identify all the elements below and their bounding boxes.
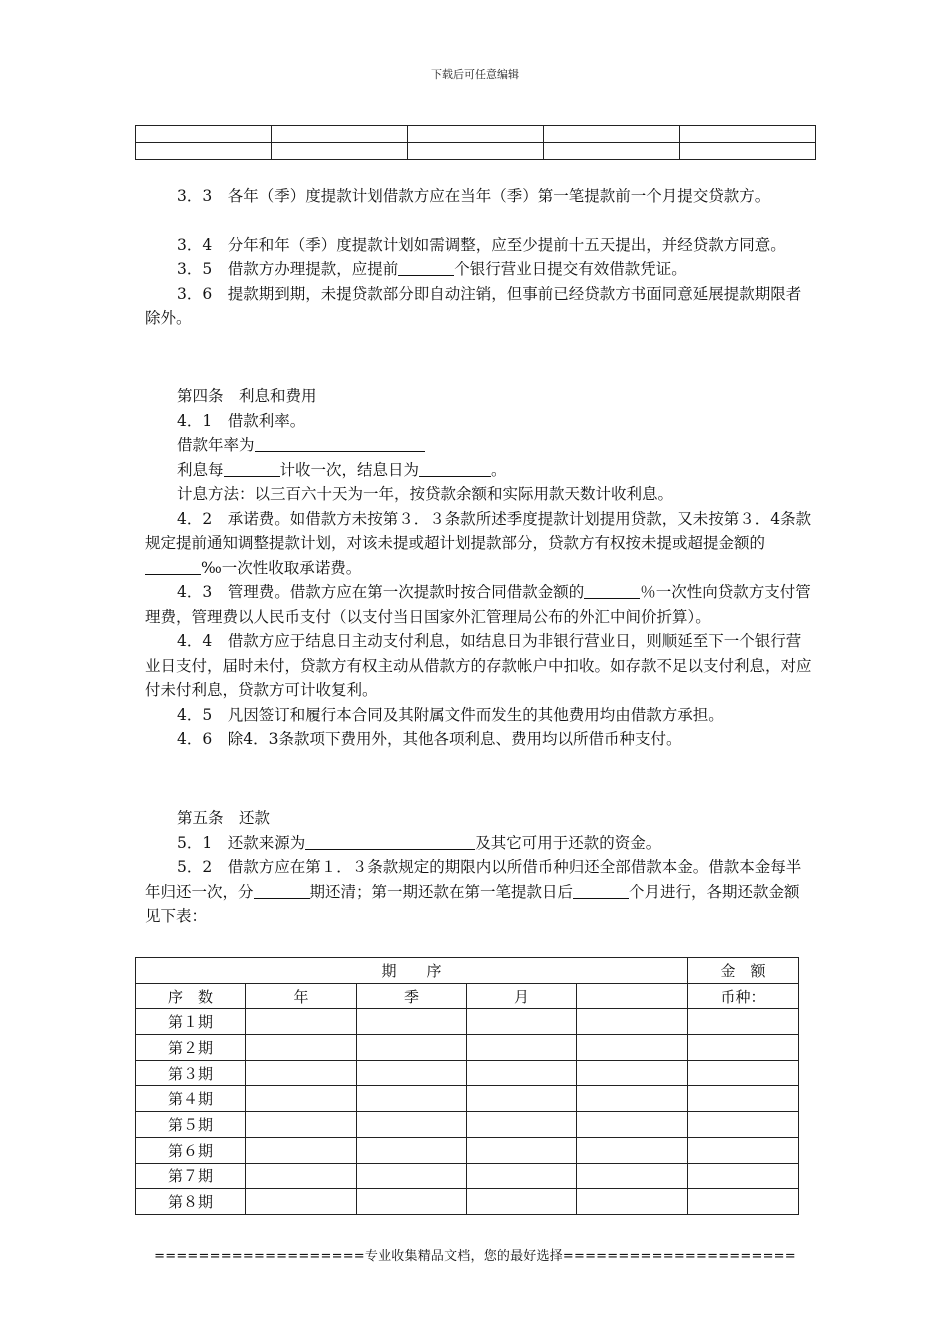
col-season: 季 (357, 983, 467, 1009)
table-cell[interactable] (688, 1009, 799, 1035)
section-3-text (145, 184, 813, 331)
repayment-table (135, 957, 799, 1215)
blank-field[interactable] (584, 581, 640, 599)
table-cell[interactable] (688, 1060, 799, 1086)
top-table (135, 125, 816, 160)
rate-line (145, 433, 813, 458)
table-cell (272, 143, 408, 160)
clause-5-1-text-a: 5．1 还款来源为 (177, 833, 306, 852)
interest-text-b: 计收一次，结息日为 (279, 460, 420, 479)
table-cell[interactable] (357, 1163, 467, 1189)
table-row (136, 1137, 799, 1163)
clause-5-2-text-a: 5．2 借款方应在第１．３条款规定的期限内以所借币种归还全部借款本金。借款本金每半年归还一次，分 (145, 858, 802, 901)
table-cell[interactable] (357, 1060, 467, 1086)
blank-field[interactable] (255, 434, 425, 452)
rate-label: 借款年率为 (177, 436, 255, 454)
table-cell (272, 126, 408, 143)
period-label: 第７期 (136, 1163, 246, 1189)
table-cell (408, 143, 544, 160)
table-cell[interactable] (467, 1035, 577, 1061)
table-header-row (136, 983, 799, 1009)
table-cell[interactable] (688, 1189, 799, 1215)
clause-4-2-text-b: ‰一次性收取承诺费。 (201, 558, 362, 577)
table-cell (136, 143, 272, 160)
clause-5-1-text-b: 及其它可用于还款的资金。 (475, 833, 662, 852)
table-cell (408, 126, 544, 143)
col-currency: 币种： (688, 983, 799, 1009)
table-cell[interactable] (246, 1189, 357, 1215)
clause-4-3-text-a: 4．3 管理费。借款方应在第一次提款时按合同借款金额的 (177, 583, 585, 601)
table-cell[interactable] (688, 1086, 799, 1112)
table-cell[interactable] (467, 1163, 577, 1189)
table-cell[interactable] (357, 1137, 467, 1163)
table-cell (544, 126, 680, 143)
table-cell[interactable] (467, 1189, 577, 1215)
period-label: 第４期 (136, 1086, 246, 1112)
clause-5-2 (145, 855, 813, 929)
table-cell (544, 143, 680, 160)
blank-field[interactable] (224, 459, 280, 477)
interest-text-a: 利息每 (177, 460, 224, 479)
clause-4-2-text-a: 4．2 承诺费。如借款方未按第３．３条款所述季度提款计划提用贷款，又未按第３．4条款规定提前通知调整提款计划，对该未提或超计划提款部分，贷款方有权按未提或超提金额的 (145, 509, 812, 552)
table-cell[interactable] (357, 1009, 467, 1035)
period-label: 第３期 (136, 1060, 246, 1086)
header-period: 期 序 (136, 958, 688, 984)
clause-3-5-text-b: 个银行营业日提交有效借款凭证。 (454, 260, 687, 278)
interest-text-c: 。 (491, 460, 507, 479)
table-cell[interactable] (357, 1086, 467, 1112)
clause-4-4: 4．4 借款方应于结息日主动支付利息，如结息日为非银行营业日，则顺延至下一个银行营业日支付，届时未付，贷款方有权主动从借款方的存款帐户中扣收。如存款不足以支付利息，对应付未付利息，贷款方可计收复利。 (145, 632, 812, 699)
article-5-title: 第五条 还款 (177, 809, 271, 827)
table-row (136, 1009, 799, 1035)
table-row (136, 1060, 799, 1086)
table-row (136, 1189, 799, 1215)
table-cell[interactable] (577, 1112, 688, 1138)
clause-5-1 (145, 831, 813, 856)
table-cell[interactable] (577, 1163, 688, 1189)
clause-3-6: 3．6 提款期到期，未提贷款部分即自动注销，但事前已经贷款方书面同意延展提款期限者除外。 (145, 284, 802, 327)
col-month: 月 (467, 983, 577, 1009)
period-label: 第２期 (136, 1035, 246, 1061)
clause-3-3: 3．3 各年（季）度提款计划借款方应在当年（季）第一笔提款前一个月提交贷款方。 (177, 187, 771, 205)
table-cell[interactable] (577, 1035, 688, 1061)
table-cell (136, 126, 272, 143)
table-cell[interactable] (577, 1086, 688, 1112)
table-cell (680, 126, 816, 143)
clause-4-1: 4．1 借款利率。 (177, 411, 306, 430)
table-cell[interactable] (467, 1086, 577, 1112)
table-cell[interactable] (357, 1189, 467, 1215)
table-cell[interactable] (467, 1009, 577, 1035)
clause-4-2 (145, 507, 813, 581)
article-4-title: 第四条 利息和费用 (177, 387, 317, 405)
table-cell[interactable] (577, 1137, 688, 1163)
interest-line (145, 458, 813, 483)
blank-field[interactable] (305, 832, 475, 850)
clause-5-2-text-b: 期还清；第一期还款在第一笔提款日后 (309, 882, 574, 901)
clause-4-6: 4．6 除4．3条款项下费用外，其他各项利息、费用均以所借币种支付。 (177, 730, 682, 748)
table-cell[interactable] (577, 1009, 688, 1035)
header-note: 下载后可任意编辑 (431, 68, 519, 81)
table-cell[interactable] (688, 1035, 799, 1061)
table-cell[interactable] (246, 1009, 357, 1035)
table-row (136, 1086, 799, 1112)
table-cell[interactable] (246, 1086, 357, 1112)
table-header-row (136, 958, 799, 984)
table-cell[interactable] (357, 1112, 467, 1138)
table-cell[interactable] (246, 1163, 357, 1189)
table-cell[interactable] (688, 1112, 799, 1138)
table-row (136, 143, 816, 160)
clause-3-5 (145, 257, 813, 282)
table-row (136, 1163, 799, 1189)
table-cell[interactable] (246, 1112, 357, 1138)
footer-note: ===================专业收集精品文档，您的最好选择===================== (154, 1249, 796, 1264)
table-cell[interactable] (246, 1035, 357, 1061)
clause-4-5: 4．5 凡因签订和履行本合同及其附属文件而发生的其他费用均由借款方承担。 (177, 705, 724, 724)
col-seq: 序 数 (136, 983, 246, 1009)
table-cell[interactable] (467, 1060, 577, 1086)
clause-5-2-text-c: 个月进行，各期还款金额见下表： (145, 882, 800, 925)
table-cell[interactable] (246, 1060, 357, 1086)
blank-field[interactable] (398, 258, 454, 276)
table-cell[interactable] (577, 1060, 688, 1086)
blank-field[interactable] (573, 881, 629, 899)
clause-3-5-text-a: 3．5 借款方办理提款，应提前 (177, 260, 399, 278)
blank-field[interactable] (254, 881, 310, 899)
table-cell[interactable] (688, 1137, 799, 1163)
table-row (136, 1112, 799, 1138)
period-label: 第６期 (136, 1137, 246, 1163)
table-cell[interactable] (467, 1112, 577, 1138)
table-row (136, 1035, 799, 1061)
clause-3-4: 3．4 分年和年（季）度提款计划如需调整，应至少提前十五天提出，并经贷款方同意。 (177, 235, 786, 254)
period-label: 第８期 (136, 1189, 246, 1215)
blank-field[interactable] (419, 459, 491, 477)
blank-field[interactable] (145, 557, 201, 575)
table-cell[interactable] (577, 1189, 688, 1215)
col-year: 年 (246, 983, 357, 1009)
header-amount: 金 额 (688, 958, 799, 984)
table-cell (680, 143, 816, 160)
clause-4-3 (145, 580, 813, 629)
section-4-text (145, 384, 813, 752)
period-label: 第５期 (136, 1112, 246, 1138)
table-cell[interactable] (688, 1163, 799, 1189)
col-blank (577, 983, 688, 1009)
table-row (136, 126, 816, 143)
clause-4-3-text-b: ％一次性向贷款方支付管理费，管理费以人民币支付（以支付当日国家外汇管理局公布的外汇中间价折算）。 (145, 583, 811, 626)
calc-method: 计息方法：以三百六十天为一年，按贷款余额和实际用款天数计收利息。 (177, 485, 674, 503)
section-5-text (145, 806, 813, 929)
table-cell[interactable] (246, 1137, 357, 1163)
period-label: 第１期 (136, 1009, 246, 1035)
table-cell[interactable] (467, 1137, 577, 1163)
table-cell[interactable] (357, 1035, 467, 1061)
